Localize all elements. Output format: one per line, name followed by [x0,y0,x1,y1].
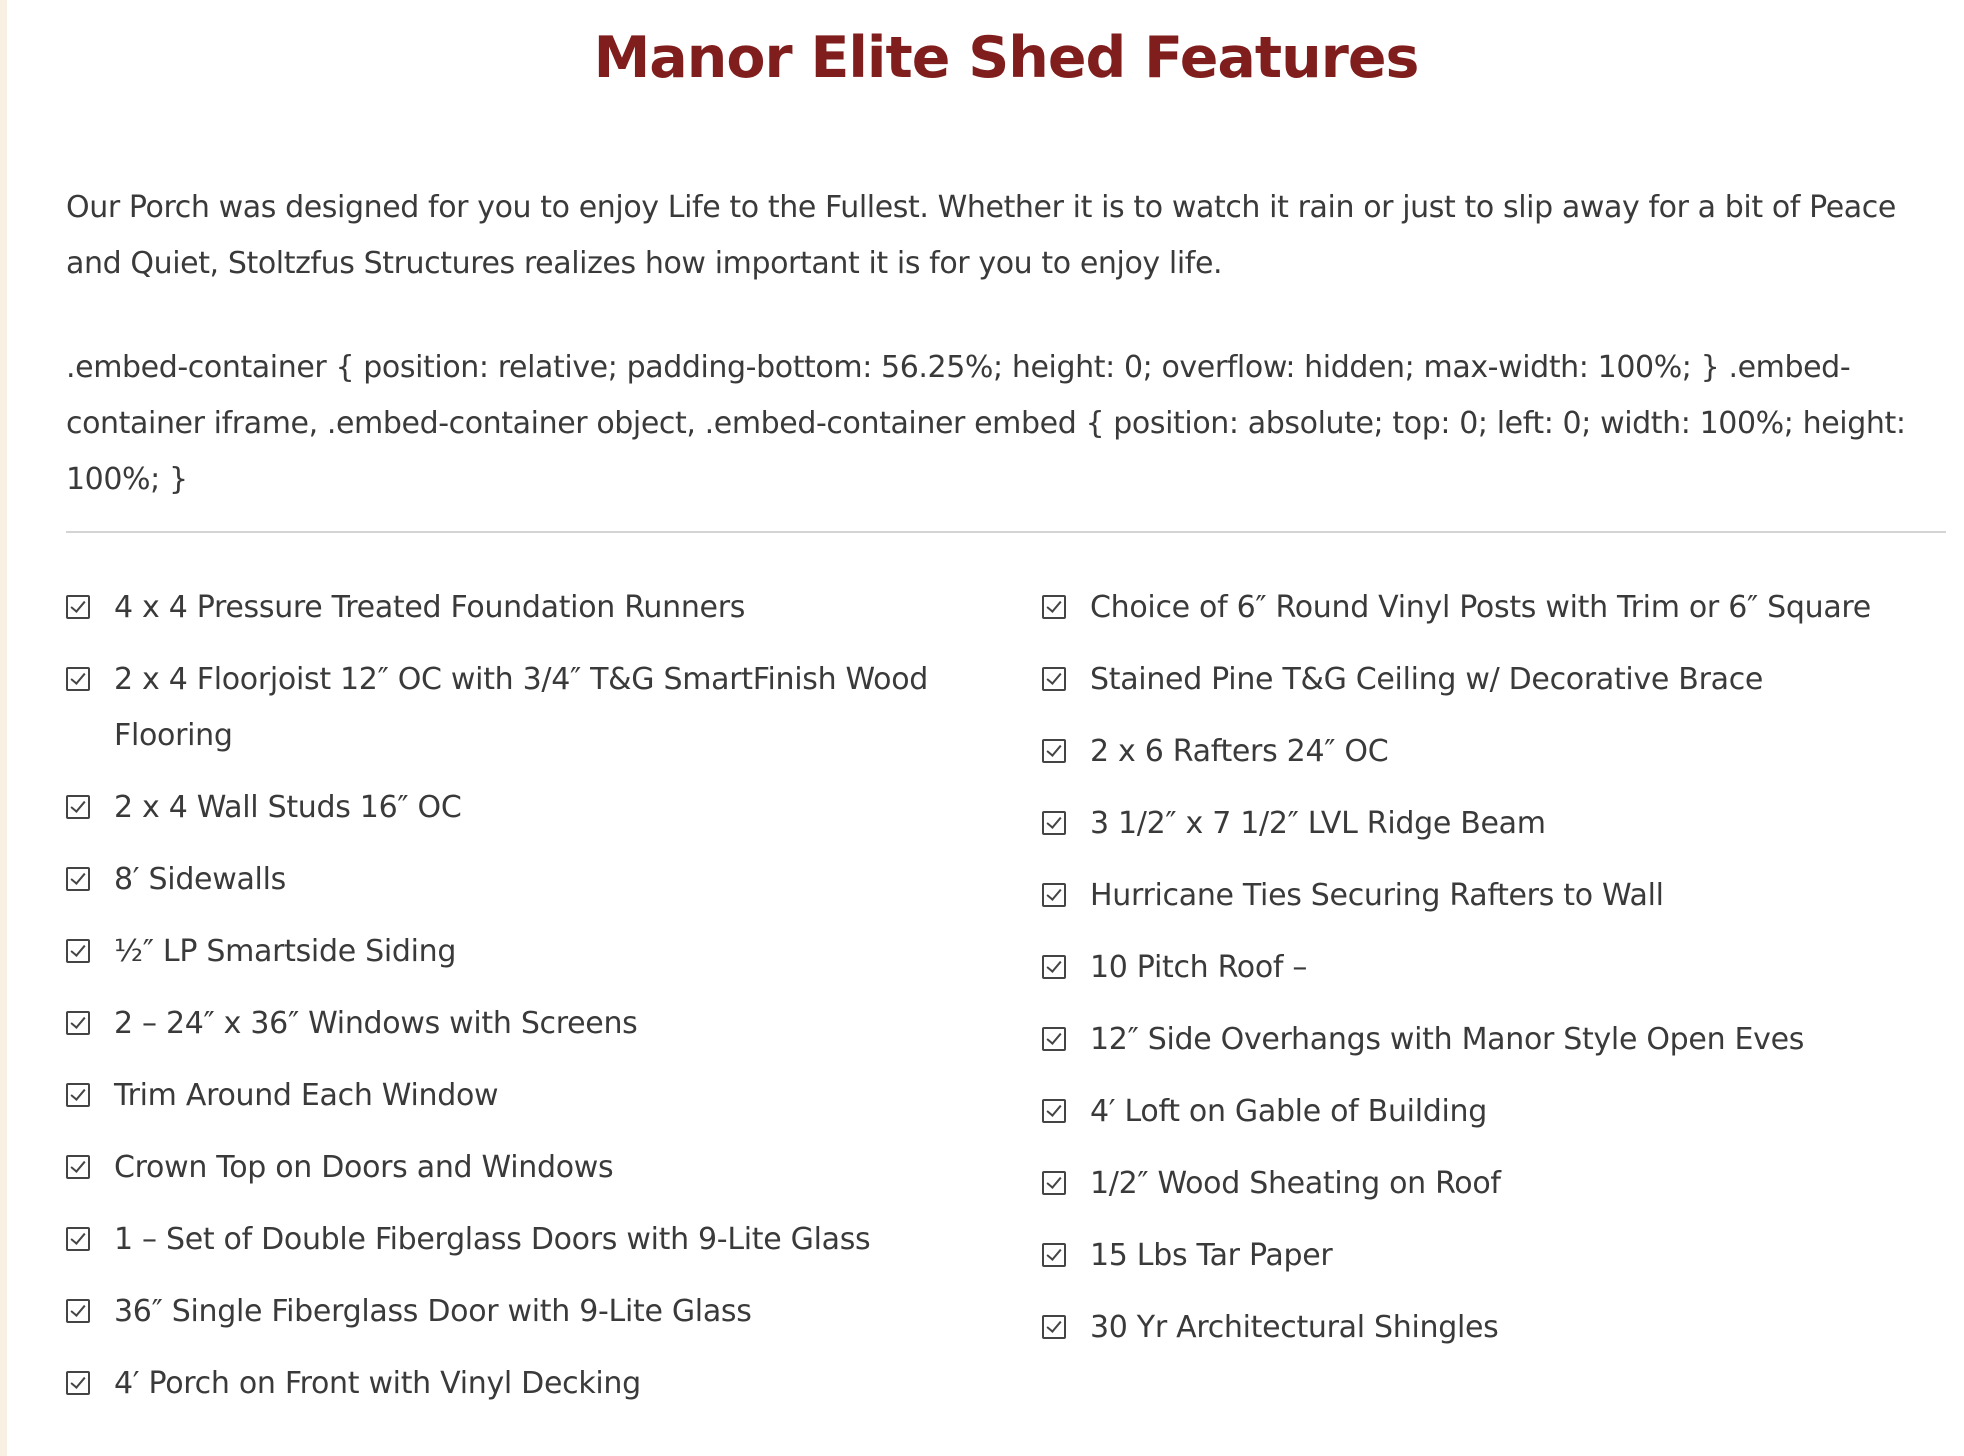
feature-label: Crown Top on Doors and Windows [114,1150,614,1185]
checkbox-checked-icon [1042,1243,1066,1267]
checkbox-checked-icon [1042,739,1066,763]
feature-label: 3 1/2″ x 7 1/2″ LVL Ridge Beam [1090,806,1546,841]
intro-paragraph: Our Porch was designed for you to enjoy Life to the Fullest. Whether it is to watch it rain or just to slip away for a bit of Peace and Quiet, Stoltzfus Structures realizes how important it is for you to enjoy life. [66,190,1896,281]
feature-label: 10 Pitch Roof – [1090,950,1308,985]
checkbox-checked-icon [66,1155,90,1179]
feature-item [1042,1012,1946,1068]
feature-item [1042,796,1946,852]
feature-label: 4′ Porch on Front with Vinyl Decking [114,1366,641,1401]
features-column-right [1042,580,1946,1372]
checkbox-checked-icon [66,939,90,963]
page-title: Manor Elite Shed Features [593,25,1419,91]
feature-item [1042,1156,1946,1212]
checkbox-checked-icon [1042,1027,1066,1051]
feature-label: 2 x 4 Wall Studs 16″ OC [114,790,462,825]
feature-item [1042,1228,1946,1284]
feature-item [1042,652,1946,708]
feature-item [1042,868,1946,924]
feature-item [66,1140,966,1196]
section-divider [66,531,1946,533]
checkbox-checked-icon [66,1083,90,1107]
feature-label: Choice of 6″ Round Vinyl Posts with Trim or 6″ Square [1090,590,1871,625]
feature-label: 4 x 4 Pressure Treated Foundation Runners [114,590,746,625]
feature-label: 15 Lbs Tar Paper [1090,1238,1333,1273]
feature-item [1042,1084,1946,1140]
feature-label: Stained Pine T&G Ceiling w/ Decorative Brace [1090,662,1764,697]
feature-item [1042,1300,1946,1356]
feature-item [1042,940,1946,996]
feature-label: 2 x 4 Floorjoist 12″ OC with 3/4″ T&G SmartFinish Wood Flooring [114,662,928,753]
features-column-left [66,580,966,1428]
feature-label: 8′ Sidewalls [114,862,286,897]
checkbox-checked-icon [1042,1171,1066,1195]
feature-label: 4′ Loft on Gable of Building [1090,1094,1487,1129]
checkbox-checked-icon [1042,667,1066,691]
feature-label: 1 – Set of Double Fiberglass Doors with 9-Lite Glass [114,1222,871,1257]
checkbox-checked-icon [1042,955,1066,979]
checkbox-checked-icon [66,795,90,819]
embed-css-text: .embed-container { position: relative; padding-bottom: 56.25%; height: 0; overflow: hidden; max-width: 100%; } .embed-container iframe, .embed-container object, .embed-container embed { position: absolute; top: 0; left: 0; width: 100%; height: 100%; } [66,350,1906,497]
feature-label: 12″ Side Overhangs with Manor Style Open Eves [1090,1022,1805,1057]
feature-item [1042,724,1946,780]
feature-item [66,852,966,908]
checkbox-checked-icon [1042,811,1066,835]
checkbox-checked-icon [66,1227,90,1251]
feature-item [66,1212,966,1268]
feature-item [66,652,966,764]
feature-item [66,580,966,636]
feature-label: Trim Around Each Window [114,1078,499,1113]
checkbox-checked-icon [66,667,90,691]
feature-item [66,780,966,836]
checkbox-checked-icon [1042,595,1066,619]
feature-item [1042,580,1946,636]
page-content [66,0,1946,508]
checkbox-checked-icon [66,1371,90,1395]
checkbox-checked-icon [1042,883,1066,907]
checkbox-checked-icon [1042,1315,1066,1339]
feature-item [66,996,966,1052]
checkbox-checked-icon [66,1011,90,1035]
feature-label: 36″ Single Fiberglass Door with 9-Lite Glass [114,1294,752,1329]
checkbox-checked-icon [1042,1099,1066,1123]
feature-label: 2 x 6 Rafters 24″ OC [1090,734,1389,769]
feature-item [66,1284,966,1340]
feature-label: 30 Yr Architectural Shingles [1090,1310,1499,1345]
feature-label: ½″ LP Smartside Siding [114,934,457,969]
feature-item [66,1356,966,1412]
feature-label: Hurricane Ties Securing Rafters to Wall [1090,878,1664,913]
checkbox-checked-icon [66,1299,90,1323]
checkbox-checked-icon [66,867,90,891]
feature-item [66,924,966,980]
feature-label: 2 – 24″ x 36″ Windows with Screens [114,1006,638,1041]
feature-label: 1/2″ Wood Sheating on Roof [1090,1166,1501,1201]
feature-item [66,1068,966,1124]
page-left-edge [0,0,7,1456]
checkbox-checked-icon [66,595,90,619]
